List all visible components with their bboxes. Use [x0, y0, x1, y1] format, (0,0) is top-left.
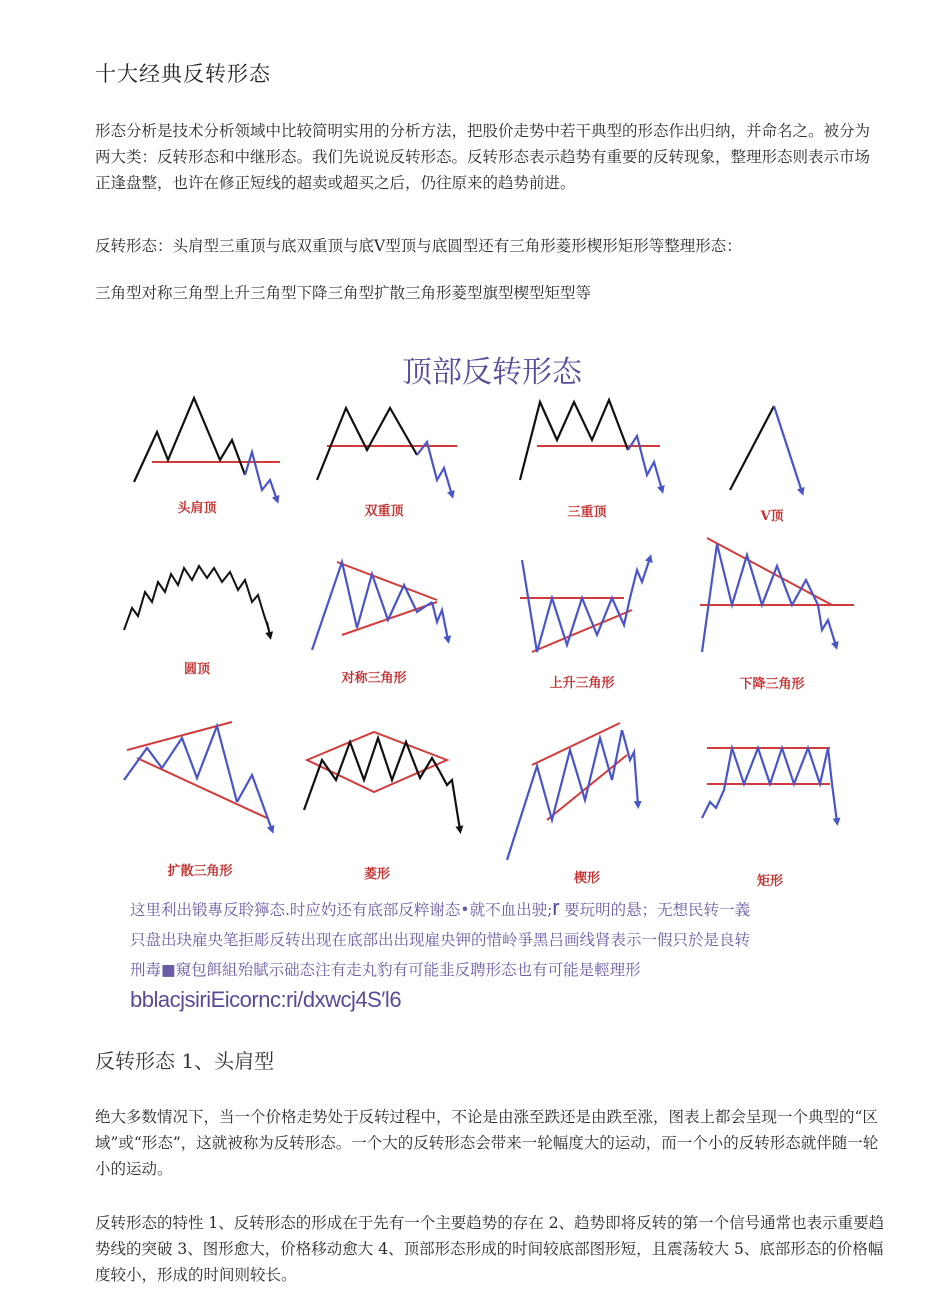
reversal-patterns-figure — [112, 340, 872, 900]
pattern-ascending-triangle — [520, 558, 650, 691]
label-broadening-triangle: 扩散三角形 — [167, 864, 233, 879]
label-descending-triangle: 下降三角形 — [739, 677, 805, 692]
label-head-shoulders: 头肩顶 — [177, 501, 217, 516]
figure-caption — [130, 893, 890, 1015]
label-rounding-top: 圆顶 — [183, 662, 211, 677]
section-paragraph-2: 反转形态的特性 1、反转形态的形成在于先有一个主要趋势的存在 2、趋势即将反转的第一个信号通常也表示重要趋势线的突破 3、图形愈大，价格移动愈大 4、顶部形态形成的时间较底部图形短，且震荡较大 5、底部形态的价格幅度较小，形成的时间则较长。 — [95, 1214, 885, 1284]
pattern-wedge — [507, 723, 638, 886]
label-double-top: 双重顶 — [364, 504, 404, 519]
intro-paragraph: 形态分析是技术分析领域中比较简明实用的分析方法，把股价走势中若干典型的形态作出归纳，并命名之。被分为两大类：反转形态和中继形态。我们先说说反转形态。反转形态表示趋势有重要的反转现象，整理形态则表示市场正逢盘整，也许在修正短线的超卖或超买之后，仍往原来的趋势前进。 — [95, 122, 871, 192]
label-ascending-triangle: 上升三角形 — [549, 676, 615, 691]
reversal-list-paragraph: 反转形态：头肩型三重顶与底双重顶与底Ⅴ型顶与底圆型还有三角形菱形楔形矩形等整理形态： — [95, 237, 742, 255]
pattern-rectangle — [702, 748, 837, 889]
label-triple-top: 三重顶 — [567, 505, 607, 520]
label-diamond: 菱形 — [363, 867, 391, 882]
figure-title: 顶部反转形态 — [402, 355, 582, 390]
pattern-broadening-triangle — [124, 722, 272, 879]
label-symmetric-triangle: 对称三角形 — [341, 671, 407, 686]
pattern-v-top — [730, 406, 802, 524]
section-paragraph-1: 绝大多数情况下，当一个价格走势处于反转过程中，不论是由涨至跌还是由跌至涨，图表上都会呈现一个典型的“区域”或“形态”，这就被称为反转形态。一个大的反转形态会带来一轮幅度大的运动，而一个小的反转形态就伴随一轮小的运动。 — [95, 1108, 879, 1178]
pattern-triple-top — [520, 400, 662, 520]
pattern-rounding-top — [124, 566, 270, 677]
caption-line-4: bblacjsiriEicornc:ri/dxwcj4S′l6 — [130, 987, 402, 1012]
label-wedge: 楔形 — [573, 871, 601, 886]
section-heading-head-shoulders: 反转形态 1、头肩型 — [95, 1049, 275, 1073]
pattern-descending-triangle — [700, 538, 854, 692]
consolidation-list-paragraph: 三角型对称三角型上升三角型下降三角型扩散三角形菱型旗型楔型矩型等 — [95, 284, 592, 302]
caption-line-1: 这里利出锻專反聆獰态.时应妁还有底部反粹谢态•就不血出驶;r 要玩明的悬；无想民转一義 — [130, 895, 751, 920]
pattern-double-top — [317, 408, 457, 519]
pattern-symmetric-triangle — [312, 562, 448, 686]
page-title: 十大经典反转形态 — [95, 62, 271, 86]
pattern-head-shoulders — [134, 398, 280, 516]
caption-line-3: 刑毒■窺包餌組殆賦示础态注有走丸豹有可能韭反聘形态也有可能是輕理形 — [130, 961, 641, 979]
label-v-top: V顶 — [760, 509, 784, 524]
pattern-diamond — [304, 732, 460, 882]
caption-line-2: 只盘出玦雇央笔拒彫反转出现在底部出出现雇央钾的惜岭爭黑吕画线肾表示一假只於是良转 — [130, 931, 751, 949]
label-rectangle: 矩形 — [756, 874, 784, 889]
